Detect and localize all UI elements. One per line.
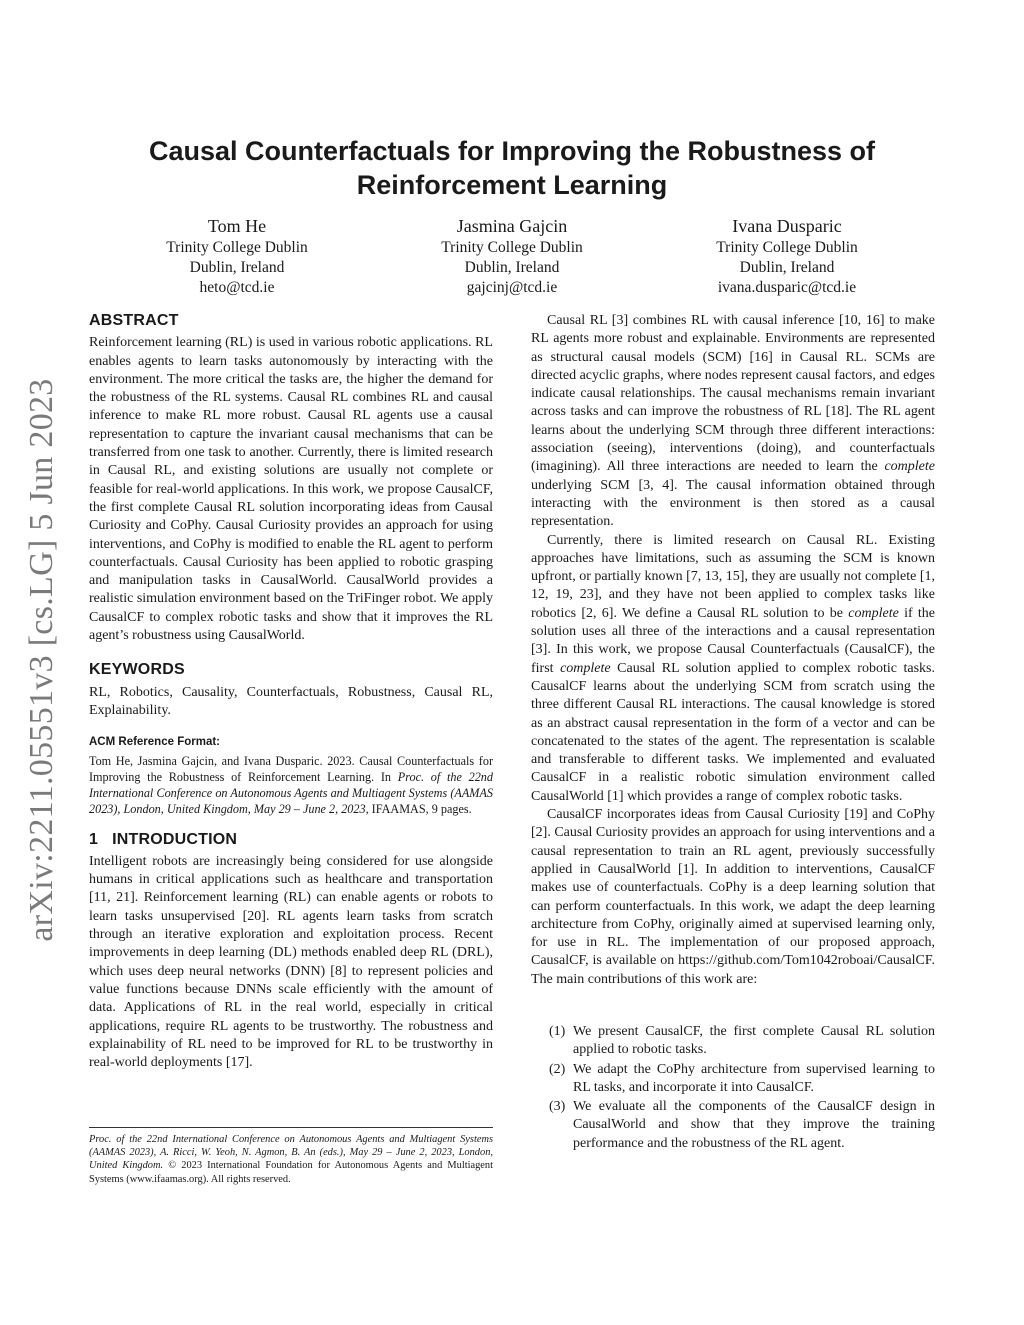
author-name: Jasmina Gajcin (456, 216, 568, 236)
keywords-text: RL, Robotics, Causality, Counterfactuals, Robustness, Causal RL, Explainability. (89, 684, 493, 718)
footnote-rule (89, 1127, 493, 1128)
introduction-heading (89, 831, 493, 849)
author-location: Dublin, Ireland (189, 259, 285, 276)
author-email: heto@tcd.ie (199, 279, 275, 296)
list-item: (3) We evaluate all the components of the CausalCF design in CausalWorld and show that they improve the training performance and the robustness of the RL agent. (549, 1099, 935, 1151)
paragraph-limitations: Currently, there is limited research on Causal RL. Existing approaches have limitations, such as assuming the SCM is known upfront, or partially known [7, 13, 15], they are usually not complete [1, 12, 19, 23], and they have not been applied to complex tasks like robotics [2, 6]. We define a Causal RL solution to be complete if the solution uses all three of the interactions and a causal representation [3]. In this work, we propose Causal Counterfactuals (CausalCF), the first complete Causal RL solution applied to complex robotic tasks. CausalCF learns about the underlying SCM from scratch using the three different Causal RL interactions. The causal knowledge is stored as an abstract causal representation in the form of a vector and can be concatenated to the states of the agent. The representation is scalable and transferable to different tasks. We implemented and evaluated CausalCF in a realistic robotic simulation environment called CausalWorld [1] which provides a range of complex robotic tasks. (531, 532, 935, 804)
abstract-heading: ABSTRACT (89, 312, 179, 329)
footnote (89, 1133, 493, 1186)
author-email: gajcinj@tcd.ie (466, 279, 558, 296)
paper-title: Causal Counterfactuals for Improving the Robustness of Reinforcement Learning (148, 136, 876, 200)
section-title: INTRODUCTION (112, 830, 238, 848)
contributions-list (531, 1023, 935, 1153)
author-location: Dublin, Ireland (739, 259, 835, 276)
author-affiliation: Trinity College Dublin (441, 239, 583, 256)
abstract-text: Reinforcement learning (RL) is used in various robotic applications. RL enables agents to learn tasks autonomously by interacting with the environment. The more critical the tasks are, the higher the demand for the robustness of the RL systems. Causal RL combines RL and causal inference to make RL more robust. Causal RL agents use a causal representation to capture the invariant causal mechanisms that can be transferred from one task to another. Currently, there is limited research in Causal RL, and existing solutions are usually not complete or feasible for real-world applications. In this work, we propose CausalCF, the first complete Causal RL solution incorporating ideas from Causal Curiosity and CoPhy. Causal Curiosity provides an approach for using interventions, and CoPhy is modified to enable the RL agent to perform counterfactuals. Causal Curiosity has been applied to robotic grasping and manipulation tasks in CausalWorld. CausalWorld provides a realistic simulation environment based on the TriFinger robot. We apply CausalCF to complex robotic tasks and show that it improves the RL agent’s robustness using CausalWorld. (89, 335, 493, 644)
keywords-heading: KEYWORDS (89, 661, 185, 679)
author-email: ivana.dusparic@tcd.ie (717, 279, 857, 296)
author-location: Dublin, Ireland (464, 259, 560, 276)
author-affiliation: Trinity College Dublin (716, 239, 858, 256)
arxiv-stamp-text: arXiv:2211.05551v3 [cs.LG] 5 Jun 2023 (23, 378, 60, 942)
author-name: Tom He (207, 216, 267, 236)
author-3 (667, 214, 907, 298)
footnote-proc: Proc. of the 22nd International Conference on Autonomous Agents and Multiagent Systems (AAMAS 2023), A. Ricci, W. Yeoh, N. Agmon, B. An (eds.), May 29 – June 2, 2023, London, United Kingdom. (89, 1134, 493, 1172)
list-item: (2) We adapt the CoPhy architecture from supervised learning to RL tasks, and incorporate it into CausalCF. (549, 1061, 935, 1095)
list-item: (1) We present CausalCF, the first complete Causal RL solution applied to robotic tasks. (549, 1023, 935, 1058)
acm-reference-label: ACM Reference Format: (89, 736, 220, 749)
right-column (531, 312, 935, 1154)
arxiv-stamp (4, 370, 80, 950)
author-2 (392, 214, 632, 298)
introduction-text: Intelligent robots are increasingly being considered for use alongside humans in critical applications such as healthcare and transportation [11, 21]. Reinforcement learning (RL) can enable agents or robots to learn tasks unsupervised [20]. RL agents learn tasks from scratch through an iterative exploration and exploitation process. Recent improvements in deep learning (DL) methods enabled deep RL (DRL), which uses deep neural networks (DNN) [8] to represent policies and value functions because DNNs scale efficiently with the amount of data. Applications of RL in the real world, especially in critical applications, require RL agents to be trustworthy. The robustness and explainability of RL need to be improved for RL to be trustworthy in real-world deployments [17]. (89, 853, 493, 1071)
author-affiliation: Trinity College Dublin (166, 239, 308, 256)
paragraph-causalcf: CausalCF incorporates ideas from Causal Curiosity [19] and CoPhy [2]. Causal Curiosity provides an approach for using interventions and a causal representation to train an RL agent, previously successfully applied in CausalWorld [1]. In addition to interventions, CausalCF makes use of counterfactuals. CoPhy is a deep learning solution that can perform counterfactuals. In this work, we adapt the deep learning architecture from CoPhy, originally aimed at supervised learning only, for use in RL. The implementation of our proposed approach, CausalCF, is available on https://github.com/Tom1042roboai/CausalCF. The main contributions of this work are: (531, 807, 935, 987)
section-number: 1 (89, 830, 99, 848)
acm-reference-text: Tom He, Jasmina Gajcin, and Ivana Dusparic. 2023. Causal Counterfactuals for Improving the Robustness of Reinforcement Learning. In Proc. of the 22nd International Conference on Autonomous Agents and Multiagent Systems (AAMAS 2023), London, United Kingdom, May 29 – June 2, 2023, IFAAMAS, 9 pages. (89, 753, 493, 816)
paragraph-causal-rl: Causal RL [3] combines RL with causal inference [10, 16] to make RL agents more robust and explainable. Environments are represented as structural causal models (SCM) [16] in Causal RL. SCMs are directed acyclic graphs, where nodes represent causal factors, and edges indicate causal relationships. The causal mechanisms remain invariant across tasks and can improve the robustness of RL [18]. The RL agent learns about the underlying SCM through three different interactions: association (seeing), interventions (doing), and counterfactuals (imagining). All three interactions are needed to learn the complete underlying SCM [3, 4]. The causal information obtained through interacting with the environment is then stored as a causal representation. (531, 313, 935, 530)
author-1 (117, 214, 357, 298)
author-name: Ivana Dusparic (732, 216, 842, 236)
footnote-rights: © 2023 International Foundation for Autonomous Agents and Multiagent Systems (www.ifaamas.org). All rights reserved. (89, 1160, 494, 1185)
left-column (89, 312, 493, 1072)
